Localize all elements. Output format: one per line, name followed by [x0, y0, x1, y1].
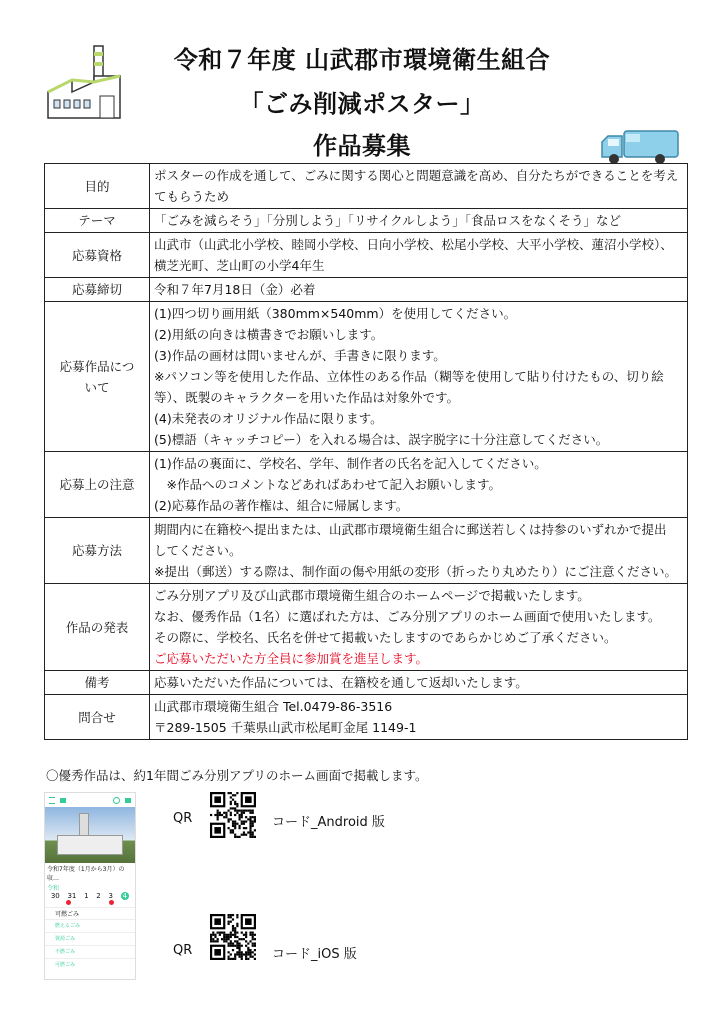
settings-icon	[125, 798, 131, 803]
row-line: (1)作品の裏面に、学校名、学年、制作者の氏名を記入してください。	[154, 456, 547, 471]
row-line: ※提出（郵送）する際は、制作面の傷や用紙の変形（折ったり丸めたり）にご注意ください。	[154, 564, 677, 579]
row-line: 「ごみを減らそう」「分別しよう」「リサイクルしよう」「食品ロスをなくそう」など	[154, 213, 622, 228]
row-content	[150, 584, 688, 671]
row-line: 期間内に在籍校へ提出または、山武郡市環境衛生組合に郵送若しくは持参のいずれかで提出	[154, 522, 667, 537]
menu-icon	[49, 797, 55, 804]
row-content	[150, 452, 688, 518]
table-row	[45, 518, 688, 584]
fire-icon	[109, 900, 114, 905]
row-line: 山武市（山武北小学校、睦岡小学校、日向小学校、松尾小学校、大平小学校、蓮沼小学校）、	[154, 237, 673, 252]
app-toolbar	[45, 793, 135, 807]
row-line: 〒289-1505 千葉県山武市松尾町金尾 1149-1	[154, 720, 417, 735]
row-line: (3)作品の画材は問いませんが、手書きに限ります。	[154, 348, 446, 363]
row-label: テーマ	[45, 209, 150, 233]
qr-ios-label: コード_iOS 版	[272, 947, 357, 962]
row-line: 等）、既製のキャラクターを用いた作品は対象外です。	[154, 390, 460, 405]
qr-ios-prefix: QR	[173, 943, 193, 958]
app-list-item: 不燃ごみ	[45, 945, 135, 958]
chat-icon	[60, 798, 66, 803]
table-row	[45, 278, 688, 302]
row-label: 目的	[45, 164, 150, 209]
row-content	[150, 278, 688, 302]
row-line: (1)四つ切り画用紙（380mm×540mm）を使用してください。	[154, 306, 517, 321]
app-date-row	[45, 892, 135, 900]
app-date: 1	[84, 892, 89, 900]
row-line: ※作品へのコメントなどあればあわせて記入お願いします。	[154, 477, 501, 492]
row-label: 作品の発表	[45, 584, 150, 671]
qr-code-android[interactable]	[210, 792, 256, 838]
app-list-item: 可燃ごみ	[45, 958, 135, 971]
info-table	[44, 163, 688, 740]
table-row	[45, 302, 688, 452]
app-date: 4	[122, 892, 128, 900]
row-line: 応募いただいた作品については、在籍校を通して返却いたします。	[154, 675, 528, 690]
row-label: 応募資格	[45, 233, 150, 278]
app-date: 31	[67, 892, 77, 900]
qr-android-prefix: QR	[173, 811, 193, 826]
row-line: その際に、学校名、氏名を併せて掲載いたしますのであらかじめご了承ください。	[154, 630, 617, 645]
garbage-truck-icon	[600, 128, 680, 166]
row-content	[150, 233, 688, 278]
app-note: 〇優秀作品は、約1年間ごみ分別アプリのホーム画面で掲載します。	[46, 768, 428, 783]
row-line: してください。	[154, 543, 242, 558]
fire-icons	[45, 900, 135, 907]
qr-code-ios[interactable]	[210, 914, 256, 960]
app-list	[45, 919, 135, 971]
row-line: (2)応募作品の著作権は、組合に帰属します。	[154, 498, 409, 513]
row-label: 応募方法	[45, 518, 150, 584]
row-content	[150, 209, 688, 233]
page-title: 令和７年度 山武郡市環境衛生組合	[173, 46, 551, 74]
page-heading: 作品募集	[313, 132, 411, 160]
app-date: 30	[50, 892, 60, 900]
app-month: 令和	[47, 885, 60, 892]
app-event: 可燃ごみ	[45, 907, 135, 919]
table-row	[45, 209, 688, 233]
facility-photo	[45, 807, 135, 863]
row-content	[150, 518, 688, 584]
row-label: 応募締切	[45, 278, 150, 302]
row-line: (5)標語（キャッチコピー）を入れる場合は、誤字脱字に十分注意してください。	[154, 432, 609, 447]
row-label: 応募上の注意	[45, 452, 150, 518]
table-row	[45, 233, 688, 278]
table-row	[45, 671, 688, 695]
app-screenshot	[44, 792, 136, 980]
row-content	[150, 302, 688, 452]
row-line: (2)用紙の向きは横書きでお願いします。	[154, 327, 384, 342]
fire-icon	[66, 900, 71, 905]
row-line: 令和７年7月18日（金）必着	[154, 282, 316, 297]
row-line: 横芝光町、芝山町の小学4年生	[154, 258, 325, 273]
app-list-item: 燃えるごみ	[45, 919, 135, 932]
row-content	[150, 695, 688, 740]
row-line: ポスターの作成を通して、ごみに関する関心と問題意識を高め、自分たちができることを考え	[154, 168, 679, 183]
row-line: なお、優秀作品（1名）に選ばれた方は、ごみ分別アプリのホーム画面で使用いたします。	[154, 609, 661, 624]
app-date: 3	[108, 892, 113, 900]
row-content	[150, 164, 688, 209]
row-line: 山武郡市環境衛生組合 Tel.0479-86-3516	[154, 699, 393, 714]
qr-android-label: コード_Android 版	[272, 815, 385, 830]
highlight-line: ご応募いただいた方全員に参加賞を進呈します。	[154, 651, 429, 666]
app-date: 2	[96, 892, 101, 900]
row-label: 備考	[45, 671, 150, 695]
page-subtitle: 「ごみ削減ポスター」	[239, 90, 485, 118]
row-line: ※パソコン等を使用した作品、立体性のある作品（糊等を使用して貼り付けたもの、切り絵	[154, 369, 664, 384]
row-line: ごみ分別アプリ及び山武郡市環境衛生組合のホームページで掲載いたします。	[154, 588, 590, 603]
table-row	[45, 452, 688, 518]
app-banner: 令和7年度（1月から3月）の収…	[47, 866, 125, 882]
row-line: てもらうため	[154, 189, 230, 204]
row-label: 応募作品について	[45, 302, 150, 452]
table-row	[45, 695, 688, 740]
row-label: 問合せ	[45, 695, 150, 740]
search-icon	[113, 797, 120, 804]
row-content	[150, 671, 688, 695]
table-row	[45, 164, 688, 209]
table-row	[45, 584, 688, 671]
row-line: (4)未発表のオリジナル作品に限ります。	[154, 411, 383, 426]
app-list-item: 資源ごみ	[45, 932, 135, 945]
